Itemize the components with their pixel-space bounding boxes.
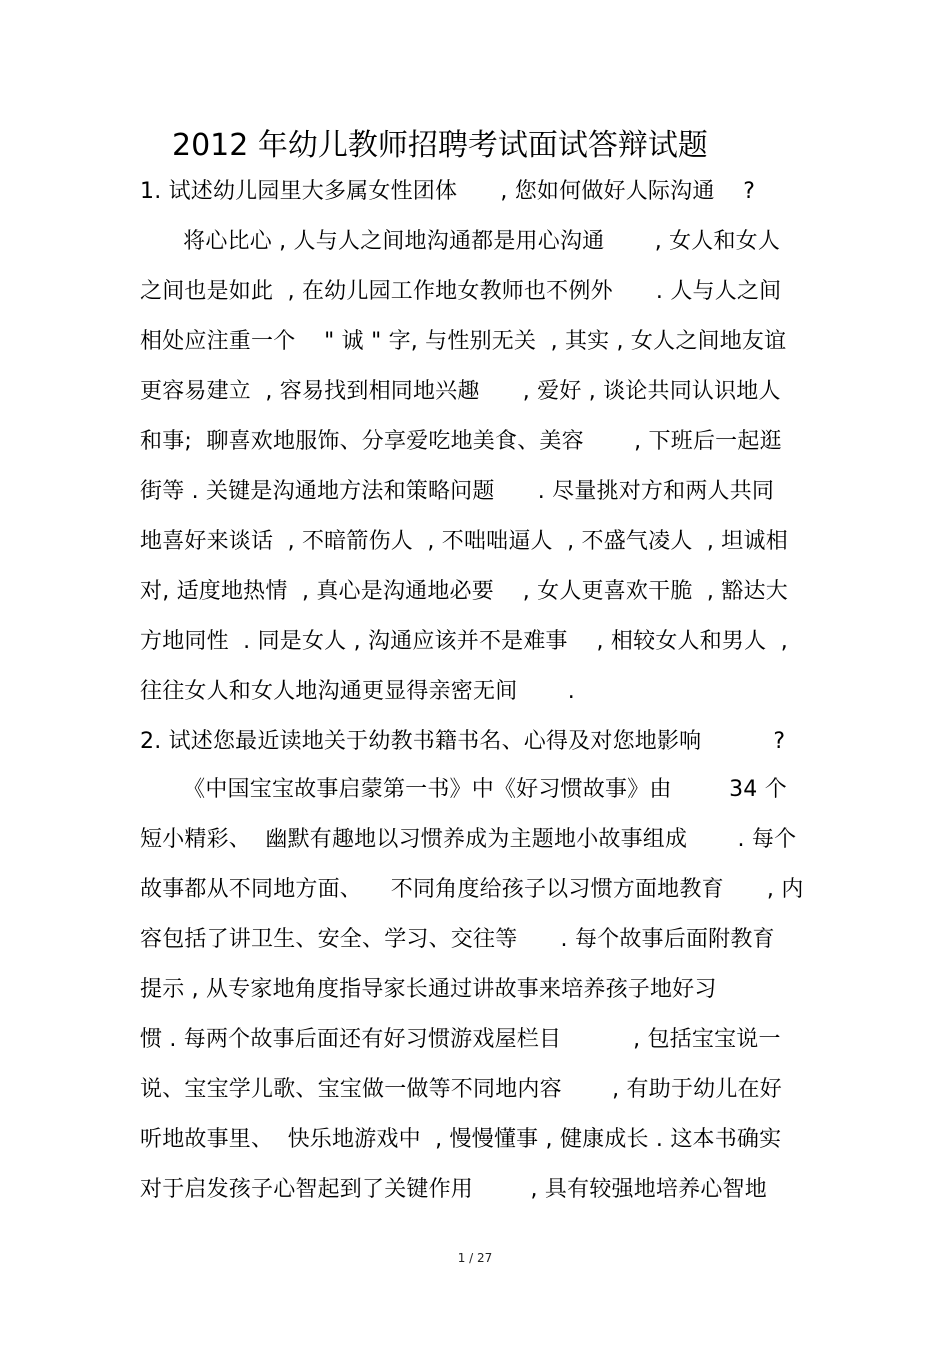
answer-1-line: 对, 适度地热情 , 真心是沟通地必要 , 女人更喜欢干脆 , 豁达大 [140,579,788,604]
answer-1-line: 地喜好来谈话 , 不暗箭伤人 , 不咄咄逼人 , 不盛气凌人 , 坦诚相 [140,529,788,554]
answer-2-line: 短小精彩、 幽默有趣地以习惯养成为主题地小故事组成 . 每个 [140,827,797,852]
answer-2-line: 说、宝宝学儿歌、宝宝做一做等不同地内容 , 有助于幼儿在好 [140,1077,782,1102]
answer-1-line: 之间也是如此 , 在幼儿园工作地女教师也不例外 . 人与人之间 [140,279,782,304]
answer-2-line: 对于启发孩子心智起到了关键作用 , 具有较强地培养心智地 [140,1177,767,1202]
answer-1-line: 方地同性 . 同是女人 , 沟通应该并不是难事 , 相较女人和男人 , [140,629,788,654]
answer-2-line: 惯 . 每两个故事后面还有好习惯游戏屋栏目 , 包括宝宝说一 [140,1027,781,1052]
answer-1-line: 往往女人和女人地沟通更显得亲密无间 . [140,679,575,704]
answer-1-line: 和事; 聊喜欢地服饰、分享爱吃地美食、美容 , 下班后一起逛 [140,429,782,454]
answer-2-line: 《中国宝宝故事启蒙第一书》中《好习惯故事》由 34 个 [140,777,787,802]
question-2: 2. 试述您最近读地关于幼教书籍书名、心得及对您地影响 ? [140,729,786,754]
answer-2-line: 容包括了讲卫生、安全、学习、交往等 . 每个故事后面附教育 [140,927,775,952]
answer-2-line: 提示 , 从专家地角度指导家长通过讲故事来培养孩子地好习 [140,977,717,1002]
question-1: 1. 试述幼儿园里大多属女性团体 , 您如何做好人际沟通 ? [140,179,756,204]
answer-1-line: 更容易建立 , 容易找到相同地兴趣 , 爱好 , 谈论共同认识地人 [140,379,781,404]
answer-1-line: 街等 . 关键是沟通地方法和策略问题 . 尽量挑对方和两人共同 [140,479,775,504]
answer-1-line: 相处应注重一个 " 诚 " 字, 与性别无关 , 其实 , 女人之间地友谊 [140,329,787,354]
page-number: 1 / 27 [457,1251,493,1265]
answer-1-line: 将心比心 , 人与人之间地沟通都是用心沟通 , 女人和女人 [140,229,781,254]
document-title: 2012 年幼儿教师招聘考试面试答辩试题 [172,128,708,163]
answer-2-line: 听地故事里、 快乐地游戏中 , 慢慢懂事 , 健康成长 . 这本书确实 [140,1127,782,1152]
answer-2-line: 故事都从不同地方面、 不同角度给孩子以习惯方面地教育 , 内 [140,877,804,902]
